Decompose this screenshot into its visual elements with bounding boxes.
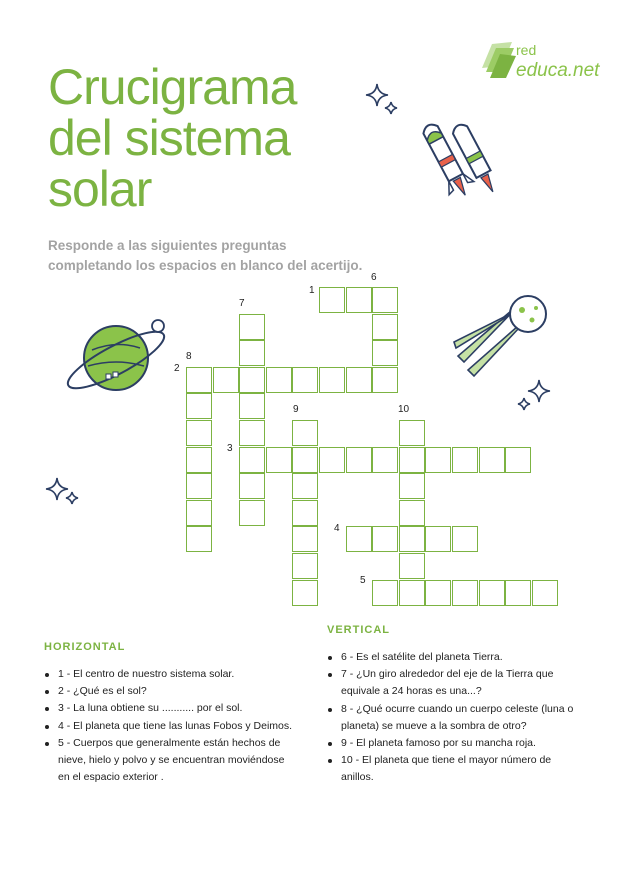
crossword-cell[interactable]: [186, 473, 212, 499]
logo-text-bottom: educa.net: [516, 60, 600, 81]
crossword-cell[interactable]: [372, 526, 398, 552]
crossword-cell[interactable]: [479, 447, 505, 473]
vertical-heading: VERTICAL: [327, 624, 390, 636]
clue-number-7: 7: [239, 298, 245, 309]
clue-number-6: 6: [371, 272, 377, 283]
crossword-cell[interactable]: [372, 287, 398, 313]
crossword-cell[interactable]: [292, 473, 318, 499]
crossword-cell[interactable]: [292, 447, 318, 473]
clue-number-3: 3: [227, 443, 233, 454]
horizontal-clues: [44, 641, 294, 786]
crossword-cell[interactable]: [399, 553, 425, 579]
crossword-cell[interactable]: [425, 526, 451, 552]
crossword-cell[interactable]: [399, 473, 425, 499]
crossword-cell[interactable]: [239, 367, 265, 393]
comet-icon: [452, 290, 556, 382]
crossword-cell[interactable]: [239, 447, 265, 473]
crossword-cell[interactable]: [292, 500, 318, 526]
crossword-cell[interactable]: [292, 367, 318, 393]
crossword-cell[interactable]: [505, 447, 531, 473]
logo-text-top: red: [516, 42, 537, 58]
crossword-cell[interactable]: [372, 580, 398, 606]
crossword-cell[interactable]: [346, 447, 372, 473]
list-item: 2 - ¿Qué es el sol?: [58, 683, 294, 700]
clue-number-10: 10: [398, 404, 410, 415]
clue-line: 5 - Cuerpos que generalmente están hechos de: [58, 736, 281, 749]
crossword-cell[interactable]: [452, 580, 478, 606]
crossword-cell[interactable]: [479, 580, 505, 606]
list-item: 9 - El planeta famoso por su mancha roja.: [341, 735, 587, 752]
crossword-cell[interactable]: [372, 340, 398, 366]
crossword-cell[interactable]: [292, 420, 318, 446]
clue-number-8: 8: [186, 351, 192, 362]
crossword-cell[interactable]: [372, 447, 398, 473]
crossword-cell[interactable]: [186, 367, 212, 393]
crossword-cell[interactable]: [186, 500, 212, 526]
crossword-cell[interactable]: [346, 526, 372, 552]
crossword-cell[interactable]: [452, 447, 478, 473]
crossword-cell[interactable]: [239, 314, 265, 340]
clue-line: 7 - ¿Un giro alrededor del eje de la Tierra que: [341, 668, 554, 681]
sparkle-icon: [364, 82, 402, 116]
crossword-cell[interactable]: [239, 393, 265, 419]
logo-book-icon: [478, 38, 518, 82]
crossword-cell[interactable]: [372, 367, 398, 393]
crossword-cell[interactable]: [452, 526, 478, 552]
crossword-cell[interactable]: [319, 447, 345, 473]
clue-number-4: 4: [334, 523, 340, 534]
crossword-cell[interactable]: [372, 314, 398, 340]
list-item: 4 - El planeta que tiene las lunas Fobos y Deimos.: [58, 718, 294, 735]
crossword-cell[interactable]: [346, 367, 372, 393]
planet-icon: [66, 310, 176, 400]
crossword-cell[interactable]: [239, 473, 265, 499]
crossword-cell[interactable]: [292, 526, 318, 552]
crossword-cell[interactable]: [505, 580, 531, 606]
page-title: [48, 59, 297, 217]
list-item: [341, 666, 587, 700]
list-item: [341, 752, 587, 786]
crossword-cell[interactable]: [425, 447, 451, 473]
crossword-cell[interactable]: [399, 526, 425, 552]
list-item: [341, 701, 587, 735]
crossword-cell[interactable]: [186, 420, 212, 446]
crossword-cell[interactable]: [292, 553, 318, 579]
sparkle-icon: [514, 378, 554, 414]
crossword-cell[interactable]: [319, 367, 345, 393]
list-item: 3 - La luna obtiene su ........... por el sol.: [58, 700, 294, 717]
clue-number-9: 9: [293, 404, 299, 415]
crossword-cell[interactable]: [399, 580, 425, 606]
instructions: [48, 236, 408, 276]
clue-line: 8 - ¿Qué ocurre cuando un cuerpo celeste (luna o: [341, 702, 574, 715]
crossword-cell[interactable]: [399, 447, 425, 473]
crossword-cell[interactable]: [425, 580, 451, 606]
crossword-cell[interactable]: [292, 580, 318, 606]
clue-number-1: 1: [309, 285, 315, 296]
instructions-line-2: completando los espacios en blanco del acertijo.: [48, 258, 363, 273]
crossword-cell[interactable]: [239, 340, 265, 366]
clue-line: planeta) se mueve a la sombra de otro?: [341, 719, 527, 732]
crossword-cell[interactable]: [319, 287, 345, 313]
crossword-cell[interactable]: [346, 287, 372, 313]
crossword-cell[interactable]: [239, 500, 265, 526]
title-line-2: del sistema: [48, 110, 290, 166]
rocket-icon: [404, 112, 516, 216]
rededuca-logo: [478, 38, 598, 86]
list-item: [58, 735, 294, 787]
crossword-cell[interactable]: [532, 580, 558, 606]
sparkle-icon: [44, 476, 84, 512]
crossword-cell[interactable]: [186, 526, 212, 552]
crossword-cell[interactable]: [266, 447, 292, 473]
title-line-1: Crucigrama: [48, 59, 297, 115]
clue-line: en el espacio exterior .: [58, 771, 164, 784]
clue-line: nieve, hielo y polvo y se encuentran moviéndose: [58, 754, 285, 767]
crossword-cell[interactable]: [213, 367, 239, 393]
clue-number-5: 5: [360, 575, 366, 586]
crossword-cell[interactable]: [239, 420, 265, 446]
crossword-cell[interactable]: [399, 500, 425, 526]
crossword-cell[interactable]: [399, 420, 425, 446]
crossword-cell[interactable]: [186, 447, 212, 473]
horizontal-heading: HORIZONTAL: [44, 641, 126, 653]
clue-number-2: 2: [174, 363, 180, 374]
instructions-line-1: Responde a las siguientes preguntas: [48, 238, 287, 253]
crossword-cell[interactable]: [186, 393, 212, 419]
crossword-cell[interactable]: [266, 367, 292, 393]
title-line-3: solar: [48, 161, 152, 217]
clue-line: 10 - El planeta que tiene el mayor número de: [341, 754, 552, 767]
clue-line: anillos.: [341, 771, 374, 784]
list-item: 1 - El centro de nuestro sistema solar.: [58, 666, 294, 683]
vertical-clues: [327, 624, 587, 787]
list-item: 6 - Es el satélite del planeta Tierra.: [341, 649, 587, 666]
clue-line: equivale a 24 horas es una...?: [341, 685, 482, 698]
